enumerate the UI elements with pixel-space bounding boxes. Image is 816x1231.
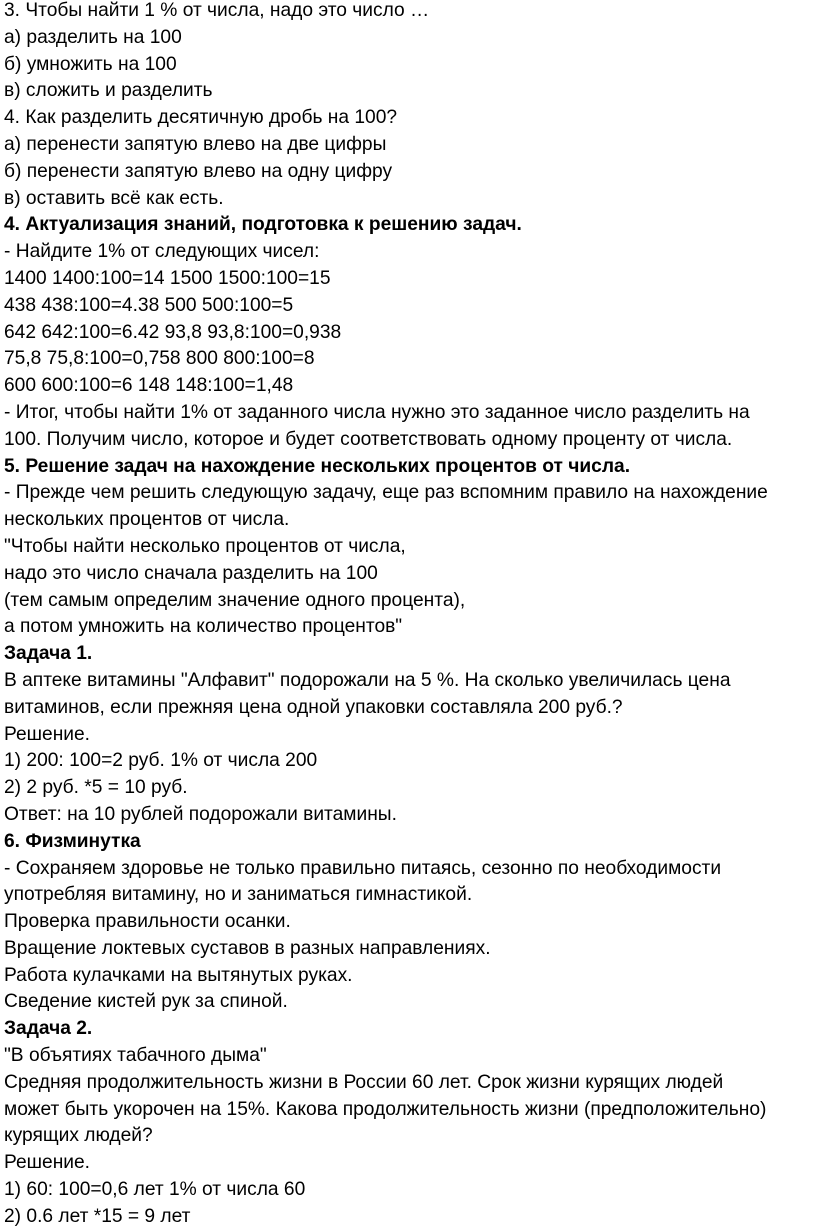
exercise-item: Проверка правильности осанки. [4, 911, 291, 933]
exercise-item: Сведение кистей рук за спиной. [4, 991, 288, 1013]
question-4-option-c: в) оставить всё как есть. [4, 187, 224, 209]
question-3-option-b: б) умножить на 100 [4, 53, 177, 75]
task-2-step: 2) 0.6 лет *15 = 9 лет [4, 1205, 191, 1227]
task-1-heading: Задача 1. [4, 643, 93, 665]
section-5-paragraph: - Прежде чем решить следующую задачу, еще раз вспомним правило на нахождение [4, 482, 768, 504]
section-5-paragraph: нескольких процентов от числа. [4, 509, 290, 531]
task-2-statement: Средняя продолжительность жизни в России 60 лет. Срок жизни курящих людей [4, 1071, 724, 1093]
rule-quote-line: а потом умножить на количество процентов" [4, 616, 403, 638]
section-6-heading: 6. Физминутка [4, 830, 141, 852]
task-1-step: 1) 200: 100=2 руб. 1% от числа 200 [4, 750, 318, 772]
section-6-paragraph: употребляя витамину, но и заниматься гимнастикой. [4, 884, 473, 906]
section-5-heading: 5. Решение задач на нахождение нескольких процентов от числа. [4, 455, 631, 477]
question-4-option-b: б) перенести запятую влево на одну цифру [4, 160, 393, 182]
task-2-heading: Задача 2. [4, 1018, 93, 1040]
question-3-option-c: в) сложить и разделить [4, 80, 213, 102]
rule-quote-line: "Чтобы найти несколько процентов от числа, [4, 535, 406, 557]
question-3-text: 3. Чтобы найти 1 % от числа, надо это число … [4, 0, 430, 21]
task-2-statement: курящих людей? [4, 1125, 153, 1147]
section-4-heading: 4. Актуализация знаний, подготовка к решению задач. [4, 214, 522, 236]
task-1-answer: Ответ: на 10 рублей подорожали витамины. [4, 803, 397, 825]
calc-line: 642 642:100=6.42 93,8 93,8:100=0,938 [4, 321, 342, 343]
task-2-title: "В объятиях табачного дыма" [4, 1045, 267, 1067]
summary-line: 100. Получим число, которое и будет соответствовать одному проценту от числа. [4, 428, 733, 450]
calc-line: 600 600:100=6 148 148:100=1,48 [4, 375, 294, 397]
task-1-solution-label: Решение. [4, 723, 91, 745]
question-4-option-a: а) перенести запятую влево на две цифры [4, 133, 387, 155]
task-2-solution-label: Решение. [4, 1152, 91, 1174]
section-4-instruction: - Найдите 1% от следующих чисел: [4, 241, 320, 263]
section-6-paragraph: - Сохраняем здоровье не только правильно питаясь, сезонно по необходимости [4, 857, 722, 879]
calc-line: 1400 1400:100=14 1500 1500:100=15 [4, 267, 331, 289]
task-2-step: 1) 60: 100=0,6 лет 1% от числа 60 [4, 1179, 306, 1201]
question-4-text: 4. Как разделить десятичную дробь на 100? [4, 107, 398, 129]
calc-line: 75,8 75,8:100=0,758 800 800:100=8 [4, 348, 315, 370]
rule-quote-line: надо это число сначала разделить на 100 [4, 562, 378, 584]
task-2-statement: может быть укорочен на 15%. Какова продолжительность жизни (предположительно) [4, 1098, 767, 1120]
task-1-step: 2) 2 руб. *5 = 10 руб. [4, 777, 188, 799]
rule-quote-line: (тем самым определим значение одного процента), [4, 589, 466, 611]
exercise-item: Вращение локтевых суставов в разных направлениях. [4, 937, 491, 959]
task-1-statement: витаминов, если прежняя цена одной упаковки составляла 200 руб.? [4, 696, 623, 718]
document-page [4, 0, 812, 1231]
exercise-item: Работа кулачками на вытянутых руках. [4, 964, 353, 986]
question-3-option-a: а) разделить на 100 [4, 26, 182, 48]
calc-line: 438 438:100=4.38 500 500:100=5 [4, 294, 294, 316]
task-1-statement: В аптеке витамины "Алфавит" подорожали на 5 %. На сколько увеличилась цена [4, 669, 731, 691]
summary-line: - Итог, чтобы найти 1% от заданного числа нужно это заданное число разделить на [4, 401, 750, 423]
